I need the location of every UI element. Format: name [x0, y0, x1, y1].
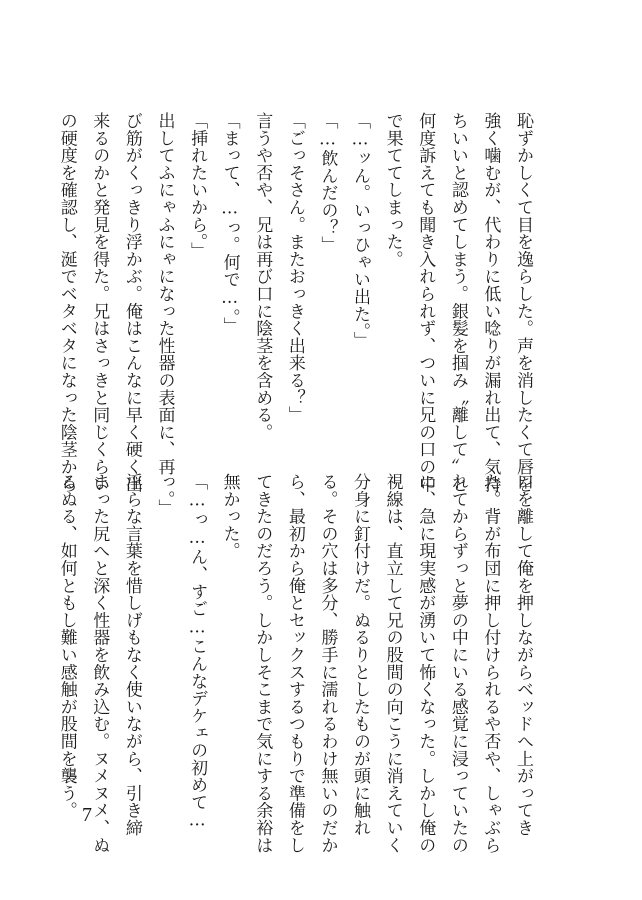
- text-line: まった尻へと深く性器を飲み込む。ヌメヌメ、ぬ: [89, 473, 110, 854]
- text-line: 視線は、直立して兄の股間の向こうに消えていく: [382, 473, 403, 854]
- page-number: 7: [82, 804, 92, 826]
- text-line: 淫らな言葉を惜しげもなく使いながら、引き締: [121, 473, 142, 837]
- text-line: 「ごっそさん。またおっきく出来る？」: [284, 112, 305, 424]
- text-line: 何度訴えても聞き入れられず、ついに兄の口の中: [415, 112, 436, 493]
- text-line: び筋がくっきり浮かぶ。俺はこんなに早く硬く出: [121, 112, 142, 493]
- text-line: ちいいと認めてしまう。銀髪を掴み〝離して〟と: [447, 112, 468, 493]
- text-line: 出してふにゃふにゃになった性器の表面に、再: [154, 112, 175, 476]
- text-line: 「…飲んだの？」: [317, 112, 338, 254]
- text-line: 「…っ…ん、すご…こんなデケェの初めて…: [187, 473, 208, 831]
- text-line: る。その穴は多分、勝手に濡れるわけ無いのだか: [317, 473, 338, 854]
- text-line: 「…ッん。いっひゃい出た。」: [350, 112, 371, 349]
- text-line: で果ててしまった。: [382, 112, 403, 268]
- text-line: 来るのかと発見を得た。兄はさっきと同じくらい: [89, 112, 110, 493]
- text-line: てきたのだろう。しかしそこまで気にする余裕は: [252, 473, 273, 854]
- text-line: 恥ずかしくて目を逸らした。声を消したくて唇を: [513, 112, 533, 493]
- text-line: 口を離して俺を押しながらベッドへ上がってき: [513, 473, 533, 837]
- text-block-lower: [50, 473, 539, 854]
- text-line: っ。」: [154, 473, 175, 517]
- text-line: 無かった。: [219, 473, 240, 560]
- text-line: 分身に釘付けだ。ぬるりとしたものが頭に触れ: [350, 473, 371, 837]
- text-line: 強く噛むが、代わりに低い唸りが漏れ出て、気持: [480, 112, 501, 493]
- text-line: 「まって、…っ。何で…。」: [219, 112, 240, 335]
- text-line: 言うや否や、兄は再び口に陰茎を含める。: [252, 112, 273, 441]
- text-block-upper: [50, 112, 539, 493]
- text-line: ら、最初から俺とセックスするつもりで準備をし: [284, 473, 305, 854]
- text-line: れてからずっと夢の中にいる感覚に浸っていたの: [447, 473, 468, 854]
- text-line: るぬる、如何ともし難い感触が股間を襲う。: [56, 473, 77, 819]
- text-line: に、急に現実感が湧いて怖くなった。しかし俺の: [415, 473, 436, 854]
- text-line: 「挿れたいから。」: [187, 112, 208, 260]
- text-line: の硬度を確認し、涎でベタベタになった陰茎から: [56, 112, 77, 493]
- text-line: た。背が布団に押し付けられるや否や、しゃぶら: [480, 473, 501, 854]
